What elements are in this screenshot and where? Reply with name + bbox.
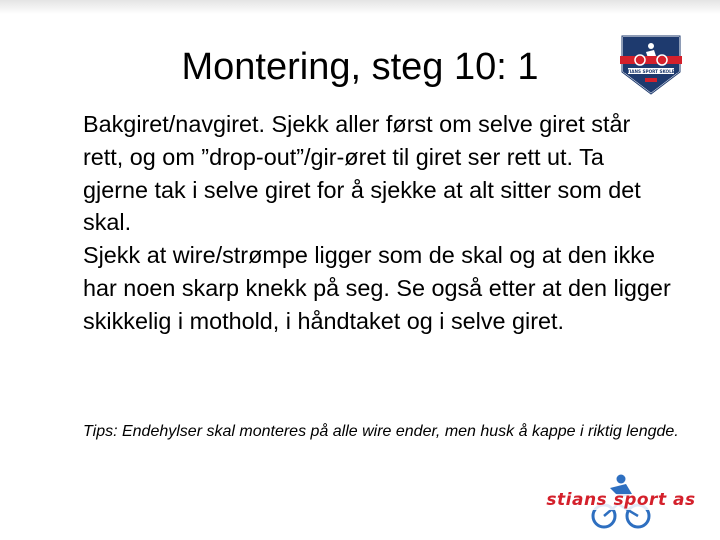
svg-text:STIANS SPORT SKOLEN: STIANS SPORT SKOLEN — [623, 69, 679, 74]
slide-title: Montering, steg 10: 1 — [181, 46, 539, 88]
footer-brand-text: stians sport as — [546, 490, 696, 510]
stians-sport-logo — [546, 472, 696, 532]
tip-text: Tips: Endehylser skal monteres på alle wire ender, men husk å kappe i riktig lengde. — [83, 423, 679, 440]
body-paragraph-2: Sjekk at wire/strømpe ligger som de skal og at den ikke har noen skarp knekk på seg. Se også etter at den ligger skikkelig i mothold, i håndtaket og i selve giret. — [83, 242, 671, 334]
school-badge-logo — [618, 32, 684, 96]
body-text — [83, 108, 673, 338]
top-shadow — [0, 0, 720, 14]
body-paragraph-1: Bakgiret/navgiret. Sjekk aller først om selve giret står rett, og om ”drop-out”/gir-øret til giret ser rett ut. Ta gjerne tak i selve giret for å sjekke at alt sitter som det skal. — [83, 111, 641, 236]
